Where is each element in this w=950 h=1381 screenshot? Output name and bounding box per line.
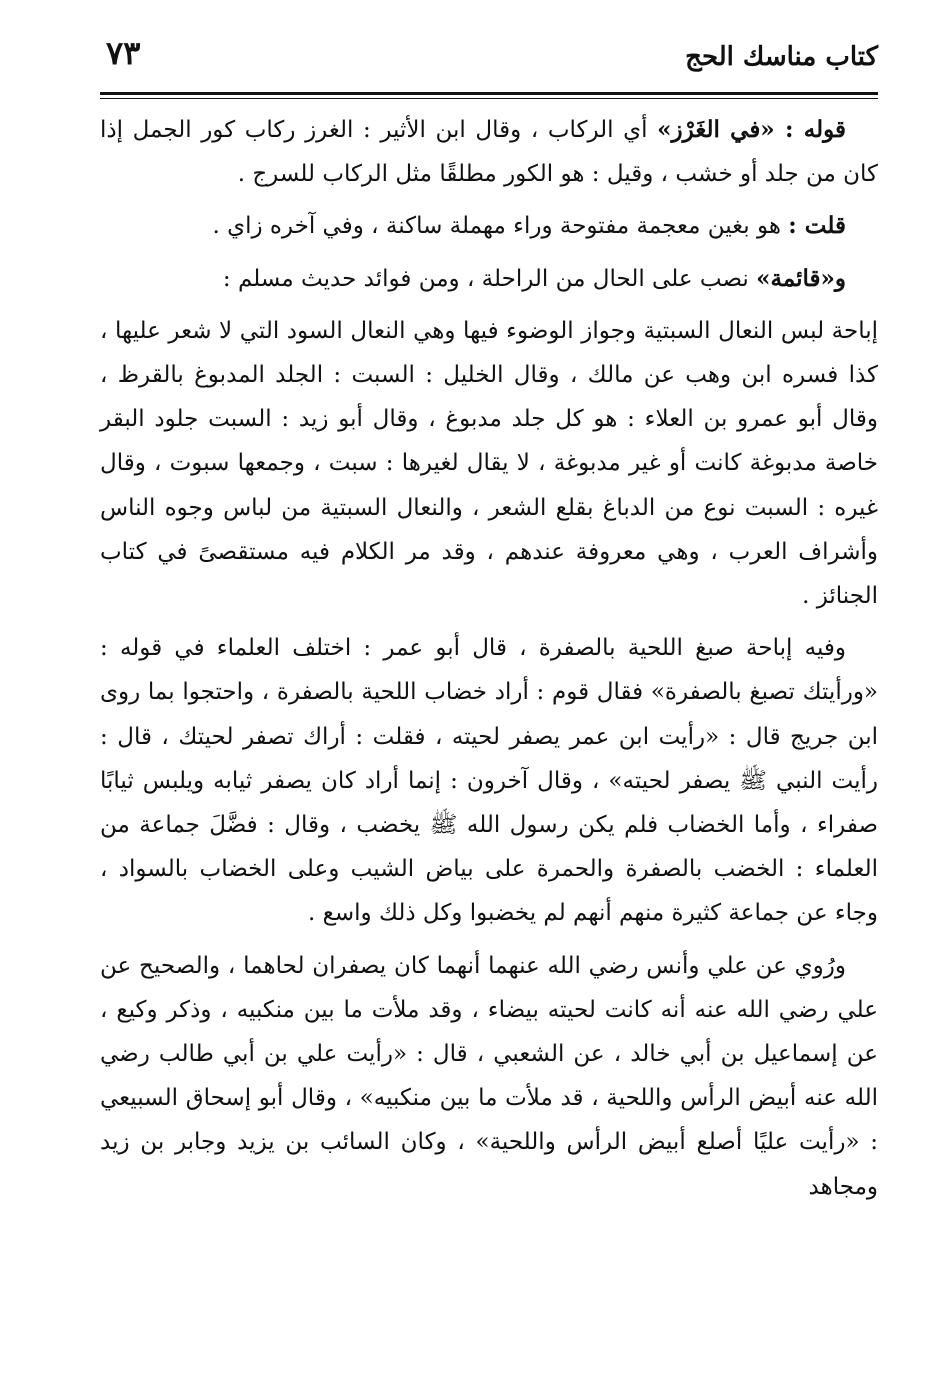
paragraph-text: هو بغين معجمة مفتوحة وراء مهملة ساكنة ، وفي آخره زاي .	[212, 213, 789, 240]
header-rule-thick	[100, 92, 878, 95]
paragraph-lead: قوله : «في الغَرْز»	[657, 116, 846, 143]
paragraph-text: إباحة لبس النعال السبتية وجواز الوضوء فيها وهي النعال السود التي لا شعر عليها ، كذا فسره ابن وهب عن مالك ، وقال الخليل : السبت : الجلد المدبوغ بالقرظ ، وقال أبو عمرو بن العلاء : هو كل جلد مدبوغ ، وقال أبو زيد : السبت جلود البقر خاصة مدبوغة كانت أو غير مدبوغة ، لا يقال لغيرها : سبت ، وجمعها سبوت ، وقال غيره : السبت نوع من الدباغ بقلع الشعر ، والنعال السبتية من لباس وجوه الناس وأشراف العرب ، وهي معروفة عندهم ، وقد مر الكلام فيه مستقصىً في كتاب الجنائز .	[100, 317, 878, 610]
header-rule-thin	[100, 98, 878, 99]
page-body	[100, 108, 878, 1217]
paragraph	[100, 257, 878, 301]
paragraph	[100, 944, 878, 1209]
paragraph	[100, 309, 878, 618]
running-header	[100, 32, 878, 90]
book-title: كتاب مناسك الحج	[685, 42, 878, 72]
paragraph-lead: قلت :	[788, 212, 846, 240]
page-number: ٧٣	[106, 34, 141, 72]
paragraph-text: وفيه إباحة صبغ اللحية بالصفرة ، قال أبو عمر : اختلف العلماء في قوله : «ورأيتك تصبغ بالصفرة» فقال قوم : أراد خضاب اللحية بالصفرة ، واحتجوا بما روى ابن جريج قال : «رأيت ابن عمر يصفر لحيته ، فقلت : أراك تصفر لحيتك ، قال : رأيت النبي ﷺ يصفر لحيته» ، وقال آخرون : إنما أراد كان يصفر ثيابه ويلبس ثيابًا صفراء ، وأما الخضاب فلم يكن رسول الله ﷺ يخضب ، وقال : فضَّلَ جماعة من العلماء : الخضب بالصفرة والحمرة على بياض الشيب وعلى الخضاب بالسواد ، وجاء عن جماعة كثيرة منهم أنهم لم يخضبوا وكل ذلك واسع .	[100, 635, 878, 927]
paragraph	[100, 108, 878, 196]
paragraph	[100, 204, 878, 248]
paragraph-text: نصب على الحال من الراحلة ، ومن فوائد حديث مسلم :	[222, 265, 757, 292]
paragraph-text: أي الركاب ، وقال ابن الأثير : الغرز ركاب كور الجمل إذا كان من جلد أو خشب ، وقيل : هو الكور مطلقًا مثل الركاب للسرج .	[100, 117, 878, 188]
paragraph-text: ورُوي عن علي وأنس رضي الله عنهما أنهما كان يصفران لحاهما ، والصحيح عن علي رضي الله عنه أنه كانت لحيته بيضاء ، وقد ملأت ما بين منكبيه ، وذكر وكيع ، عن إسماعيل بن أبي خالد ، عن الشعبي ، قال : «رأيت علي بن أبي طالب رضي الله عنه أبيض الرأس واللحية ، قد ملأت ما بين منكبيه» ، وقال أبو إسحاق السبيعي : «رأيت عليًا أصلع أبيض الرأس واللحية» ، وكان السائب بن يزيد وجابر بن زيد ومجاهد	[100, 952, 879, 1200]
paragraph-lead: و«قائمة»	[756, 264, 846, 292]
paragraph	[100, 626, 878, 935]
